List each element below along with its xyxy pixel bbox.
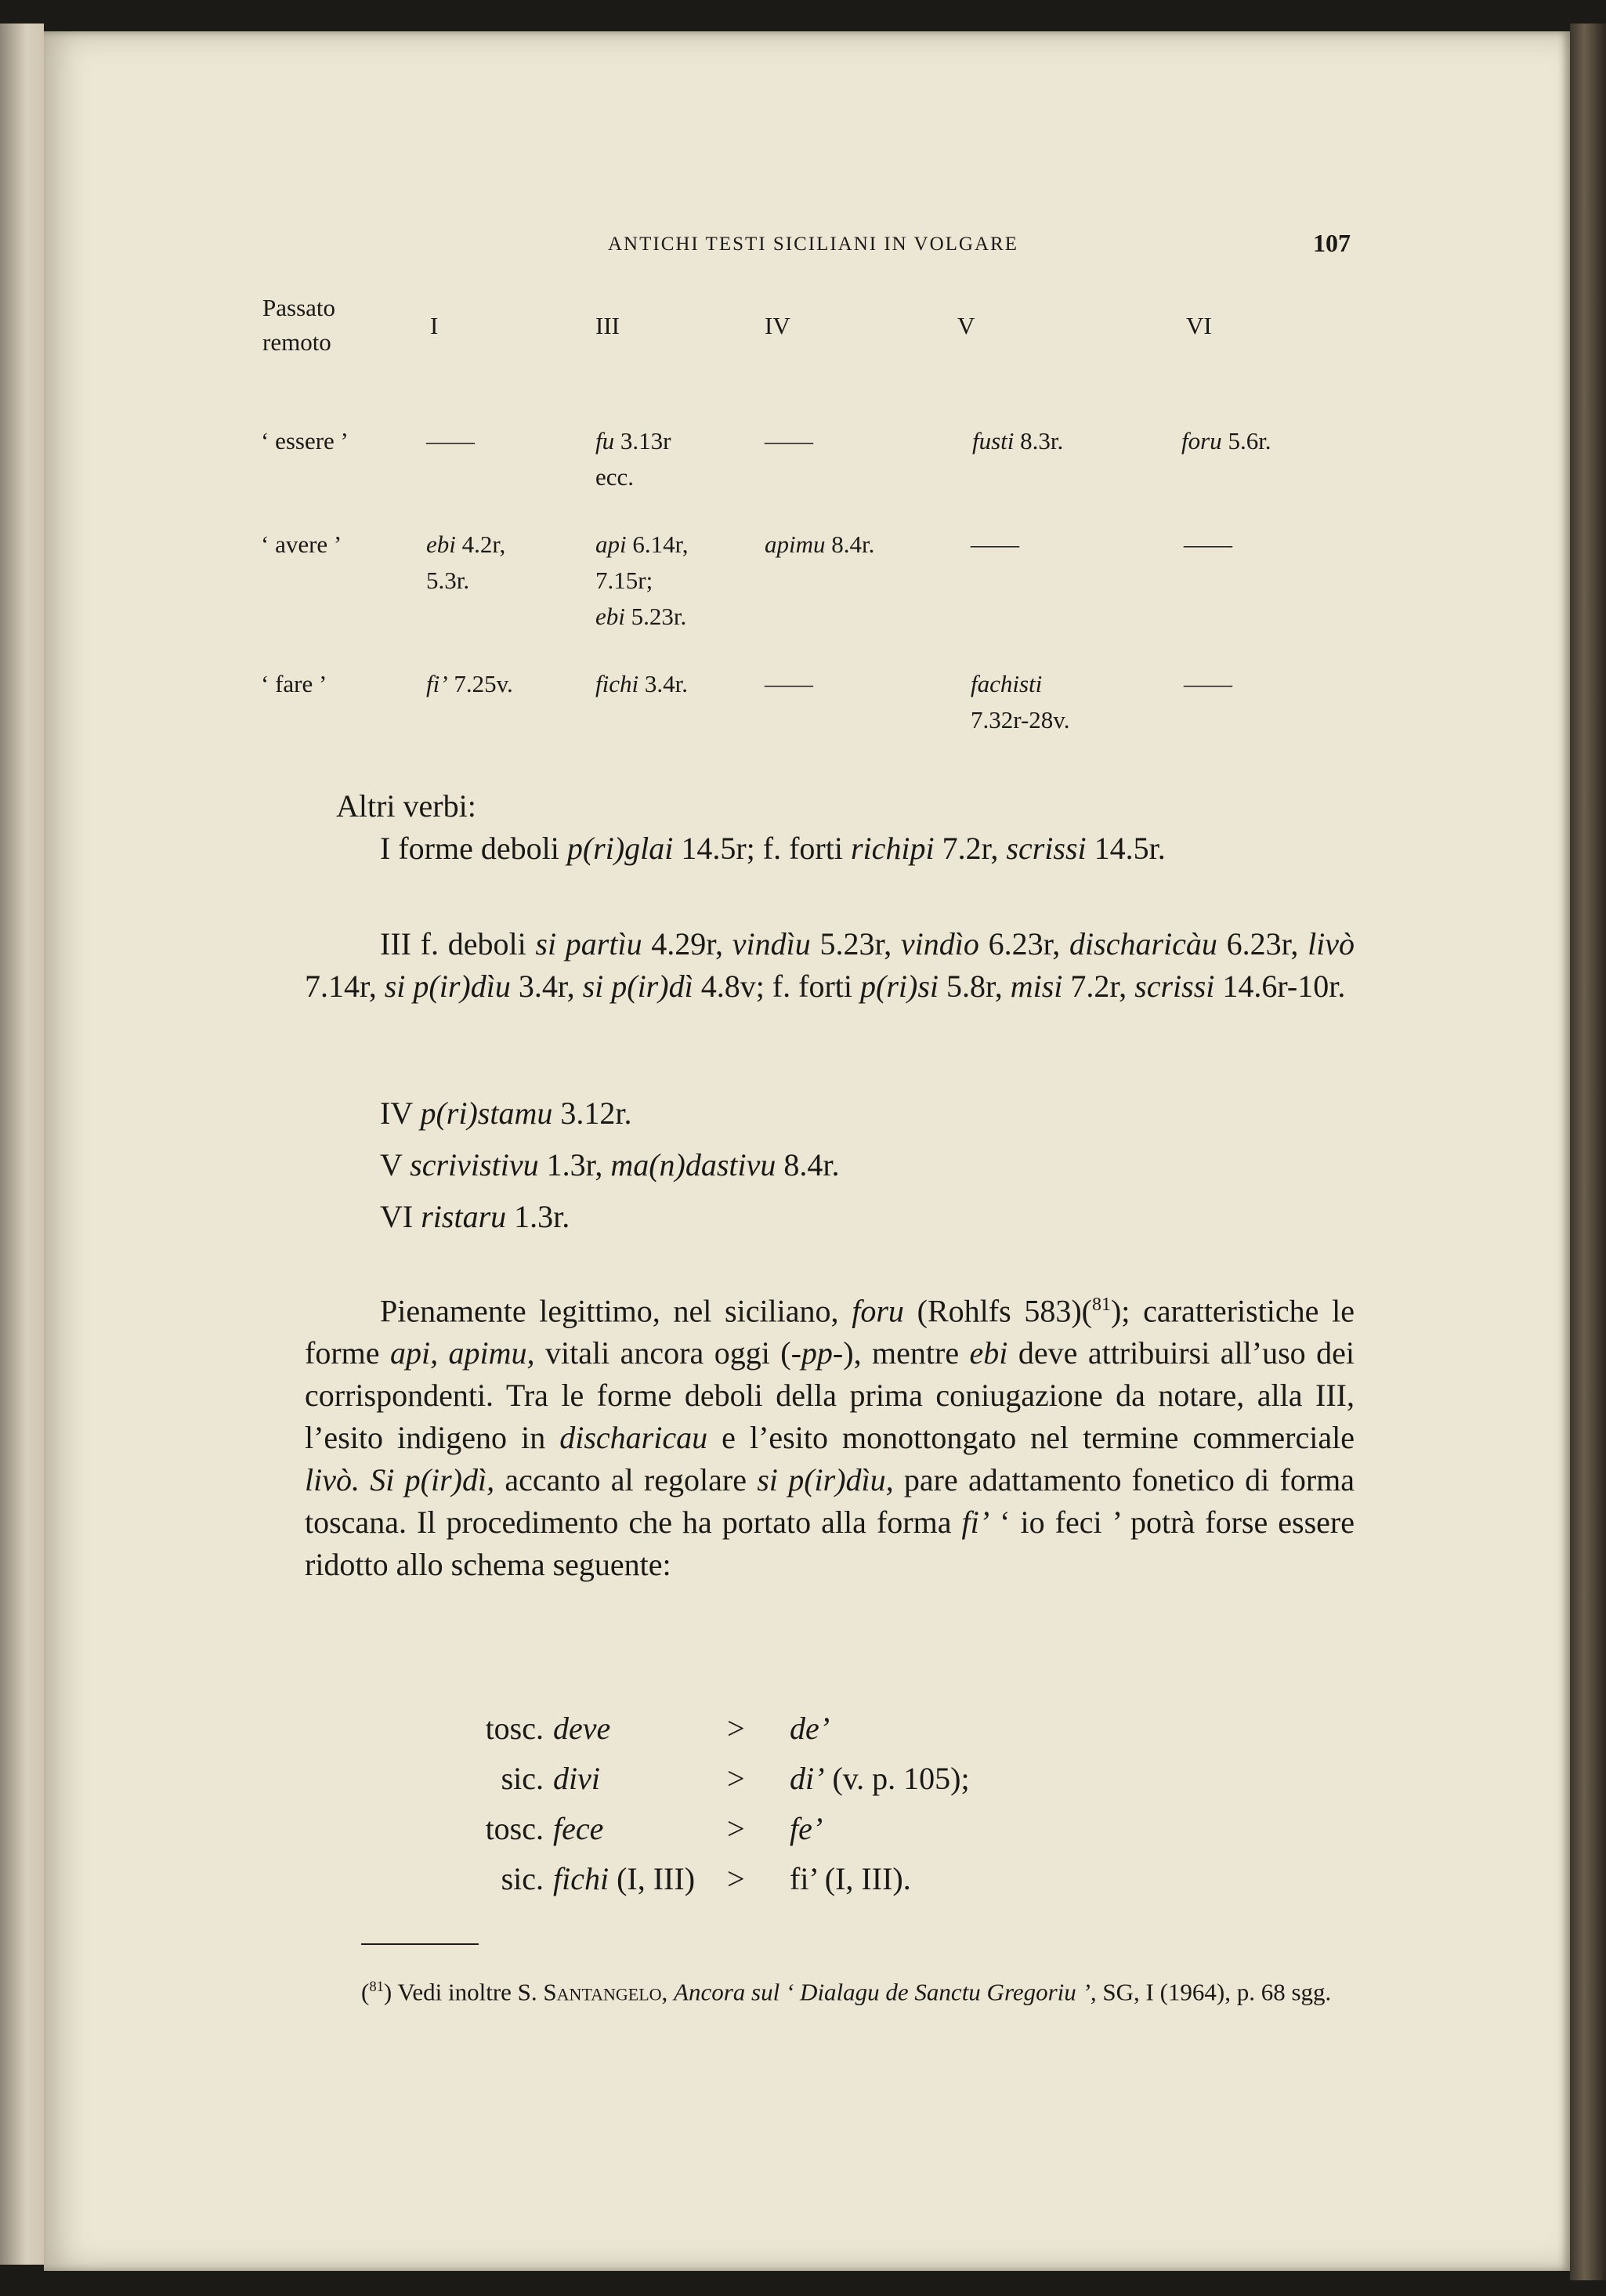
table-cell: fi’ 7.25v.: [426, 670, 513, 697]
running-header: ANTICHI TESTI SICILIANI IN VOLGARE: [608, 234, 1018, 255]
verb-list-v: V scrivistivu 1.3r, ma(n)dastivu 8.4r.: [380, 1147, 840, 1182]
scheme-lang: sic.: [501, 1761, 544, 1796]
scheme-arrow: >: [727, 1861, 745, 1896]
table-cell: ——: [765, 427, 813, 454]
table-cell: api 6.14r,: [595, 531, 689, 558]
table-cell: 7.15r;: [595, 567, 653, 594]
table-cell: ——: [1184, 531, 1232, 558]
verb-list-iii: III f. deboli si partìu 4.29r, vindìu 5.23r, vindìo 6.23r, discharicàu 6.23r, livò 7.14r, si p(ir)dìu 3.4r, si p(ir)dì 4.8v; f. forti p(ri)si 5.8r, misi 7.2r, scrissi 14.6r-10r.: [305, 926, 1355, 1004]
table-cell: apimu 8.4r.: [765, 531, 875, 558]
scheme-lang: sic.: [501, 1861, 544, 1896]
commentary-paragraph: Pienamente legittimo, nel siciliano, foru (Rohlfs 583)($^{81}$); caratteristiche le forme api, apimu, vitali ancora oggi (-pp-), mentre ebi deve attribuirsi all’uso dei corrispondenti. Tra le forme deboli della prima coniugazione da notare, alla III, l’esito indigeno in discharicau e l’esito monottongato nel termine commerciale livò. Si p(ir)dì, accanto al regolare si p(ir)dìu, pare adattamento fonetico di forma toscana. Il procedimento che ha portato alla forma fi’ ‘ io feci ’ potrà forse essere ridotto allo schema seguente:: [305, 1293, 1355, 1583]
table-cell: foru 5.6r.: [1181, 427, 1271, 454]
table-cell: ——: [426, 427, 475, 454]
page-number: 107: [1313, 229, 1351, 257]
scheme-lang: tosc.: [485, 1811, 544, 1846]
col-header-passato: Passato: [262, 294, 335, 321]
table-row-label: ‘ avere ’: [261, 531, 342, 558]
scheme-lang: tosc.: [485, 1711, 544, 1746]
book-page: [44, 31, 1570, 2271]
col-header-i: I: [430, 312, 439, 339]
scheme-result: fi’ (I, III).: [790, 1861, 911, 1896]
verb-list-vi: VI ristaru 1.3r.: [380, 1199, 570, 1234]
col-header-iv: IV: [765, 312, 790, 339]
table-cell: ——: [1184, 670, 1232, 697]
table-cell: ebi 5.23r.: [595, 603, 687, 630]
table-cell: ——: [765, 670, 813, 697]
table-row-label: ‘ fare ’: [261, 670, 327, 697]
col-header-vi: VI: [1186, 312, 1212, 339]
scheme-arrow: >: [727, 1811, 745, 1846]
footnote-rule: [361, 1943, 479, 1945]
table-cell: 5.3r.: [426, 567, 470, 594]
verb-list-iv: IV p(ri)stamu 3.12r.: [380, 1095, 632, 1131]
col-header-iii: III: [595, 312, 620, 339]
scheme-result: de’: [790, 1711, 830, 1746]
scheme-result: fe’: [790, 1811, 823, 1846]
scheme-form: divi: [553, 1761, 600, 1796]
table-cell: fichi 3.4r.: [595, 670, 688, 697]
table-cell: fachisti: [971, 670, 1043, 697]
scheme-form: fece: [553, 1811, 604, 1846]
col-header-v: V: [957, 312, 975, 339]
table-cell: 7.32r-28v.: [971, 706, 1070, 733]
table-cell: ——: [971, 531, 1019, 558]
col-header-remoto: remoto: [262, 328, 331, 356]
table-cell: fusti 8.3r.: [972, 427, 1064, 454]
table-cell: ebi 4.2r,: [426, 531, 506, 558]
footnote: ($^{81}$) Vedi inoltre S. Santangelo, Ancora sul ‘ Dialagu de Sanctu Gregoriu ’, SG, I (1964), p. 68 sgg.: [361, 1978, 1332, 2006]
scheme-arrow: >: [727, 1761, 745, 1796]
table-cell: ecc.: [595, 463, 635, 491]
book-binding-edge: [1570, 24, 1606, 2280]
table-row-label: ‘ essere ’: [261, 427, 349, 454]
adjacent-page-edge: [0, 24, 44, 2265]
scheme-arrow: >: [727, 1711, 745, 1746]
table-cell: fu 3.13r: [595, 427, 671, 454]
scheme-result: di’ (v. p. 105);: [790, 1761, 970, 1796]
scheme-form: fichi (I, III): [553, 1861, 696, 1896]
section-heading: Altri verbi:: [336, 788, 476, 824]
verb-list-i: I forme deboli p(ri)glai 14.5r; f. forti richipi 7.2r, scrissi 14.5r.: [380, 831, 1166, 866]
scheme-form: deve: [553, 1711, 611, 1746]
